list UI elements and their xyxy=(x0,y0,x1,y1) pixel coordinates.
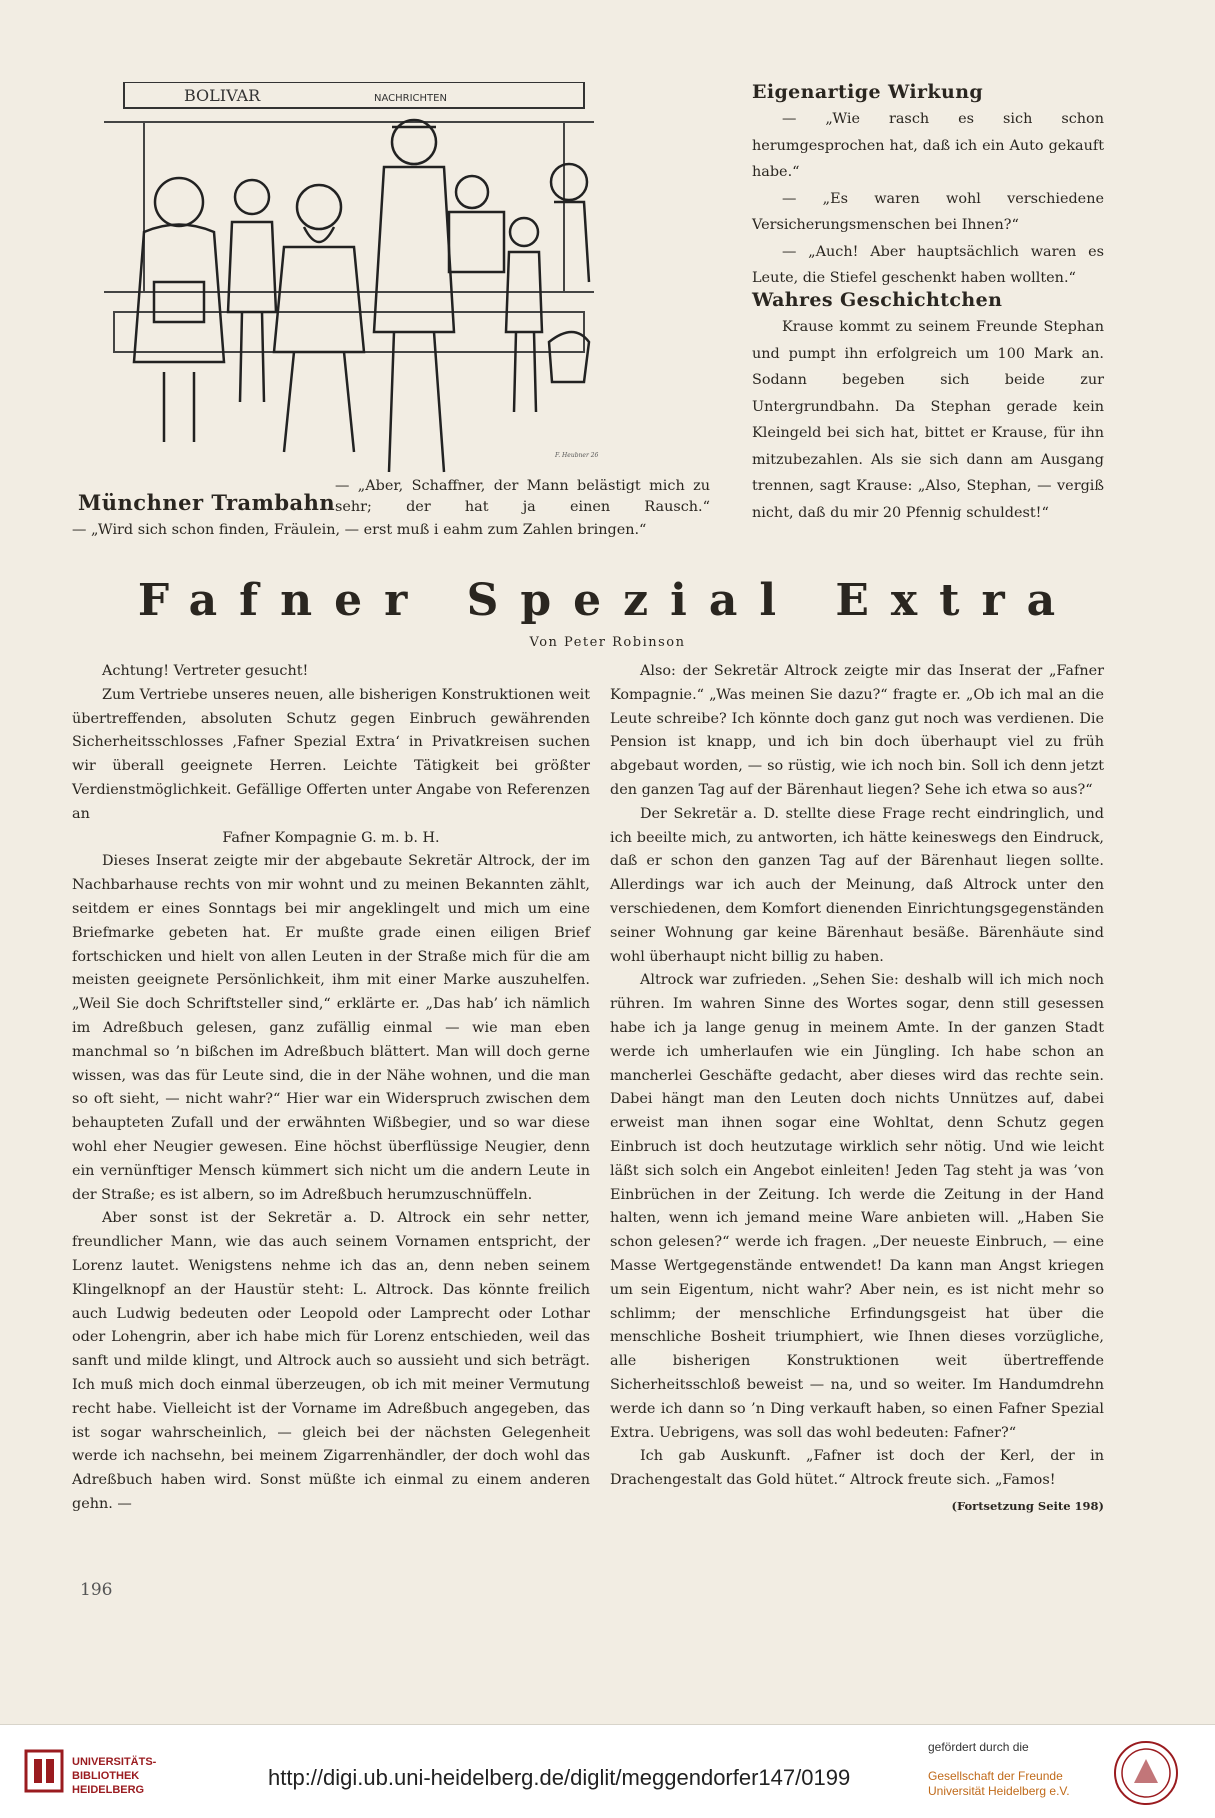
article-paragraph: Zum Vertriebe unseres neuen, alle bisherigen Konstruktionen weit übertreffenden, absoluten Schutz gegen Einbruch gewährenden Sicherheitsschlosses ‚Fafner Spezial Extra‘ in Privatkreisen suchen wir überall geeignete Herren. Leichte Tätigkeit bei größter Verdienstmöglichkeit. Gefällige Offerten unter Angabe von Referenzen an xyxy=(72,686,590,822)
tram-passengers xyxy=(134,120,589,472)
university-library-logo-icon[interactable] xyxy=(24,1747,64,1795)
article-paragraph: Achtung! Vertreter gesucht! xyxy=(102,663,309,679)
article-paragraph: Der Sekretär a. D. stellte diese Frage recht eindringlich, und ich beeilte mich, zu antworten, ich hätte keineswegs den Eindruck, daß er schon den ganzen Tag auf der Bärenhaut liegen sollte. Allerdings war ich auch der Meinung, daß Altrock unter den verschiedenen, dem Komfort dienenden Einrichtungsgegenständen seiner Wohnung gar keine Bärenhaut besäße. Bärenhäute sind wohl überhaupt nicht billig zu haben. xyxy=(610,805,1104,965)
sidebar-wirkung xyxy=(752,78,1104,292)
tram-sign-news: NACHRICHTEN xyxy=(374,93,447,104)
article-paragraph: Aber sonst ist der Sekretär a. D. Altrock ein sehr netter, freundlicher Mann, wie das auch seinem Vornamen entspricht, der Lorenz lautet. Wenigstens nehme ich das an, denn neben seinem Klingelknopf an der Haustür steht: L. Altrock. Das könnte freilich auch Ludwig bedeuten oder Leopold oder Lamprecht oder Lothar oder Lohengrin, aber ich habe mich für Lorenz entschieden, weil das sanft und milde klingt, und Altrock auch so aussieht und sich beträgt. Ich muß mich doch einmal überzeugen, ob ich mit meiner Vermutung recht habe. Vielleicht ist der Vorname im Adreßbuch angegeben, das ist sogar wahrscheinlich, — gleich bei der nächsten Gelegenheit werde ich nachsehn, bei meinem Zigarrenhändler, der doch wohl das Adreßbuch haben wird. Sonst müßte ich einmal zu einem anderen gehn. — xyxy=(72,1210,590,1512)
article-paragraph: Also: der Sekretär Altrock zeigte mir das Inserat der „Fafner Kompagnie.“ „Was meinen Sie dazu?“ fragte er. „Ob ich mal an die Leute schreibe? Ich könnte doch ganz gut noch was verdienen. Die Pension ist knapp, und ich bin doch überhaupt viel zu früh abgebaut worden, — so rüstig, wie ich noch bin. Soll ich denn jetzt den ganzen Tag auf der Bärenhaut liegen? Sehe ich etwa so aus?“ xyxy=(610,663,1104,798)
sidebar-wirkung-line: — „Auch! Aber hauptsächlich waren es Leute, die Stiefel geschenkt haben wollten.“ xyxy=(752,243,1104,286)
caption-dialog-1: — „Aber, Schaffner, der Mann belästigt mich zu sehr; der hat ja einen Rausch.“ xyxy=(335,478,710,515)
university-seal-icon xyxy=(1112,1739,1180,1807)
continuation-note: (Fortsetzung Seite 198) xyxy=(951,1498,1104,1513)
article-column-right xyxy=(610,660,1104,1519)
library-name-line: UNIVERSITÄTS- xyxy=(72,1756,157,1768)
article-headline: Fafner Spezial Extra xyxy=(137,575,1078,626)
library-name-line: BIBLIOTHEK xyxy=(72,1770,140,1782)
sponsor-name[interactable] xyxy=(928,1769,1070,1799)
sponsor-name-line: Universität Heidelberg e.V. xyxy=(928,1784,1070,1798)
article-paragraph: Altrock war zufrieden. „Sehen Sie: deshalb will ich mich noch rühren. Im wahren Sinne des Wortes sogar, denn still gesessen habe ich ja lange genug in meinem Amte. In der ganzen Stadt werde ich umherlaufen wie ein Jüngling. Ich habe schon an mancherlei Geschäfte gedacht, aber dieses wird das rechte sein. Dabei hängt man den Leuten doch nichts Unnützes auf, dabei erweist man ihnen sogar eine Wohltat, denn Schutz gegen Einbruch ist doch heutzutage wirklich sehr nötig. Und wie leicht läßt sich solch ein Angebot einleiten! Jeden Tag steht ja was ’von Einbrüchen in der Zeitung. Ich werde die Zeitung in der Hand halten, wenn ich jemand meine Ware anbieten will. „Haben Sie schon gelesen?“ werde ich fragen. „Der neueste Einbruch, — eine Masse Wertgegenstände entwendet! Da kann man Angst kriegen um sein Eigentum, nicht wahr? Aber nein, es ist nicht mehr so schlimm; der menschliche Erfindungsgeist hat über die menschliche Bosheit triumphiert, wie Ihnen dieses vorzügliche, alle bisherigen Konstruktionen weit übertreffende Sicherheitsschloß beweist — na, und so weiter. Im Handumdrehn werde ich dann so ’n Ding verkauft haben, so einen Fafner Spezial Extra. Uebrigens, was soll das wohl bedeuten: Fafner?“ xyxy=(610,972,1104,1441)
tram-illustration xyxy=(104,82,594,482)
sidebar-geschichte-title: Wahres Geschichtchen xyxy=(752,289,1003,311)
caption-title: Münchner Trambahn xyxy=(78,490,336,515)
sidebar-geschichte xyxy=(752,286,1104,526)
page-number: 196 xyxy=(80,1580,113,1600)
article-paragraph: Dieses Inserat zeigte mir der abgebaute Sekretär Altrock, der im Nachbarhause rechts von mir wohnt und zu meinen Bekannten zählt, seitdem er eines Sonntags bei mir angeklingelt und mich um eine Briefmarke gebeten hat. Er mußte grade einen eiligen Brief fortschicken und hielt von allen Leuten in der Straße mich für die am meisten geeignete Persönlichkeit, ihm mit einer Marke auszuhelfen. „Weil Sie doch Schriftsteller sind,“ erklärte er. „Das hab’ ich nämlich im Adreßbuch gelesen, ganz zufällig einmal — wie man eben manchmal so ’n bißchen im Adreßbuch blättert. Man will doch gerne wissen, was das für Leute sind, die in der Nähe wohnen, und die man so oft sieht, — nicht wahr?“ Hier war ein Widerspruch zwischen dem behaupteten Zufall und der erwähnten Wißbegier, und so war diese wohl eher Neugier gewesen. Eine höchst überflüssige Neugier, denn ein vernünftiger Mensch kümmert sich nicht um die andern Leute in der Straße; es ist albern, so im Adreßbuch herumzuschnüffeln. xyxy=(72,853,590,1203)
library-name[interactable] xyxy=(72,1755,156,1797)
permalink-url[interactable]: http://digi.ub.uni-heidelberg.de/diglit/meggendorfer147/0199 xyxy=(268,1765,851,1790)
article-address: Fafner Kompagnie G. m. b. H. xyxy=(222,829,440,846)
sponsor-name-line: Gesellschaft der Freunde xyxy=(928,1769,1063,1783)
sponsor-prefix: gefördert durch die xyxy=(928,1740,1029,1754)
library-name-line: HEIDELBERG xyxy=(72,1784,145,1796)
sidebar-wirkung-title: Eigenartige Wirkung xyxy=(752,81,984,103)
article-column-left xyxy=(72,660,590,1517)
artist-signature: F. Heubner 26 xyxy=(555,452,599,459)
article-byline: Von Peter Robinson xyxy=(529,635,686,650)
article-paragraph: Ich gab Auskunft. „Fafner ist doch der Kerl, der in Drachengestalt das Gold hütet.“ Altrock freute sich. „Famos! xyxy=(610,1448,1104,1489)
tram-sign-bolivar: BOLIVAR xyxy=(184,86,261,105)
viewer-footer xyxy=(0,1724,1215,1818)
caption-dialog-2: — „Wird sich schon finden, Fräulein, — erst muß i eahm zum Zahlen bringen.“ xyxy=(72,522,647,538)
sidebar-geschichte-text: Krause kommt zu seinem Freunde Stephan und pumpt ihn erfolgreich um 100 Mark an. Sodann begeben sich beide zur Untergrundbahn. Da Stephan gerade kein Kleingeld bei sich hat, bittet er Krause, für ihn mitzubezahlen. Als sie sich dann am Ausgang trennen, sagt Krause: „Also, Stephan, — vergiß nicht, daß du mir 20 Pfennig schuldest!“ xyxy=(752,319,1104,521)
sidebar-wirkung-line: — „Wie rasch es sich schon herumgesprochen hat, daß ich ein Auto gekauft habe.“ xyxy=(752,111,1104,180)
sidebar-wirkung-line: — „Es waren wohl verschiedene Versicherungsmenschen bei Ihnen?“ xyxy=(752,190,1104,233)
